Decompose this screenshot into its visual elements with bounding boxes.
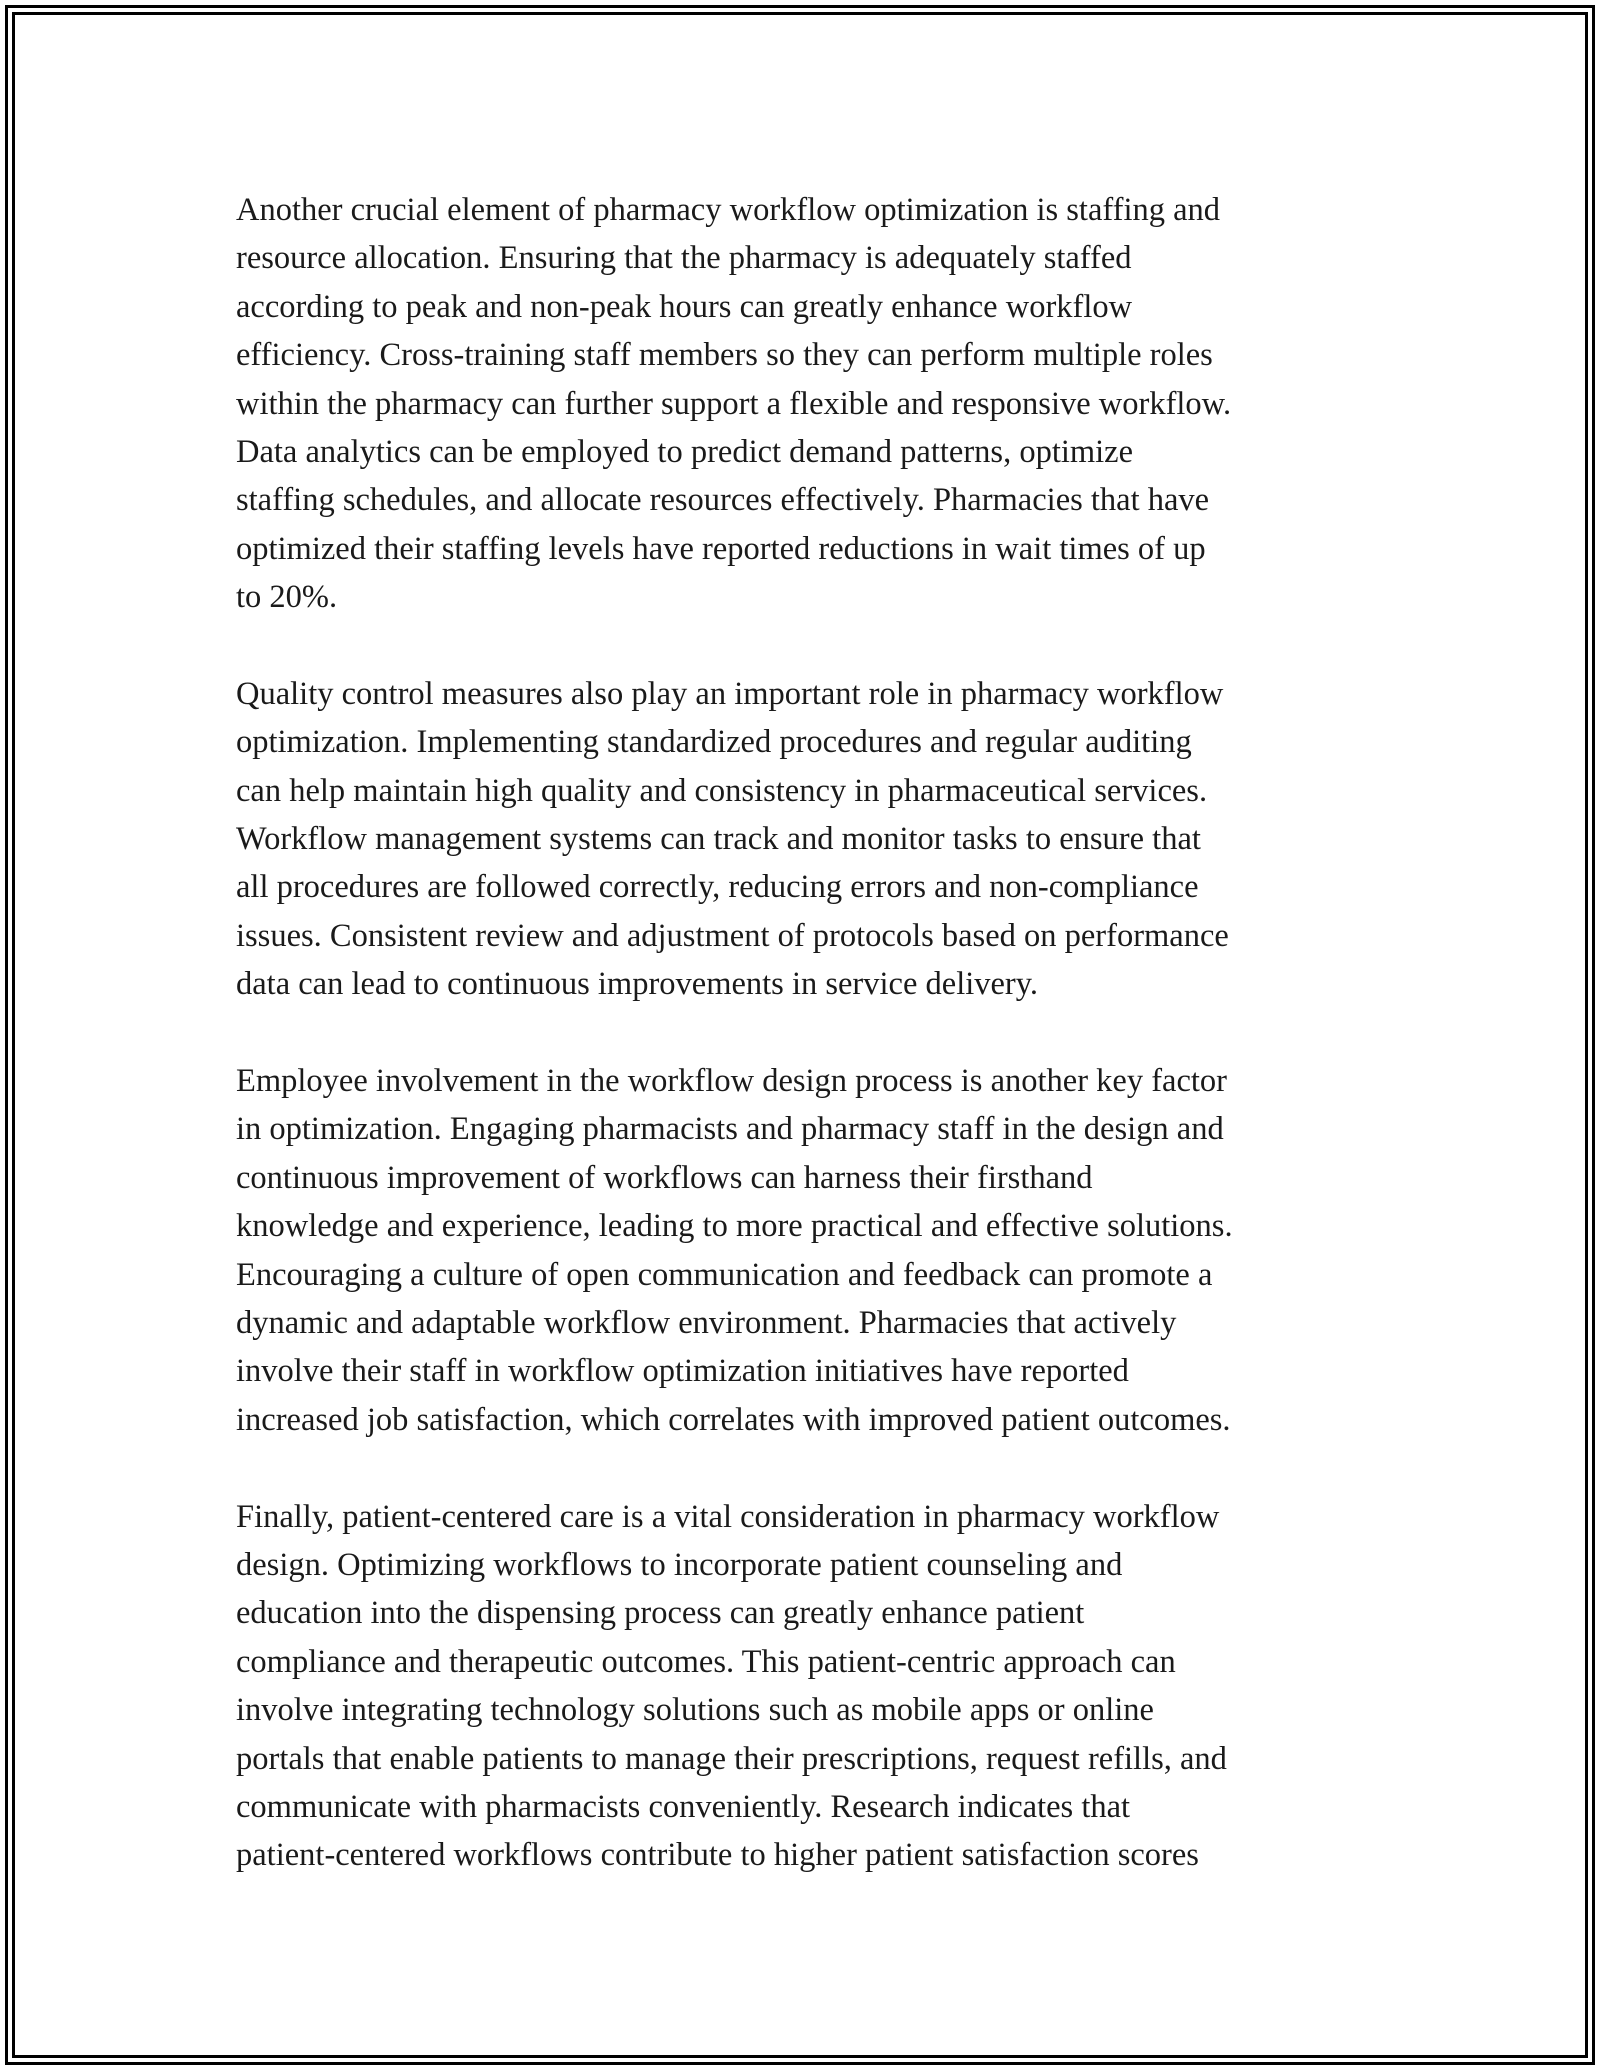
text-line: in optimization. Engaging pharmacists and pharmacy staff in the design and (236, 1111, 1224, 1148)
paragraph-employee-involvement (236, 1057, 1376, 1444)
text-line: Another crucial element of pharmacy workflow optimization is staffing and (236, 192, 1221, 228)
text-line: Finally, patient-centered care is a vital consideration in pharmacy workflow (236, 1498, 1220, 1535)
text-line: design. Optimizing workflows to incorporate patient counseling and (236, 1546, 1123, 1583)
text-line: Encouraging a culture of open communication and feedback can promote a (236, 1256, 1213, 1293)
text-line: data can lead to continuous improvements in service delivery. (236, 966, 1039, 1003)
text-line: according to peak and non-peak hours can greatly enhance workflow (236, 288, 1133, 325)
text-line: education into the dispensing process can greatly enhance patient (236, 1595, 1085, 1632)
text-line: Employee involvement in the workflow design process is another key factor (236, 1063, 1227, 1100)
text-line: to 20%. (236, 579, 338, 616)
text-line: optimization. Implementing standardized procedures and regular auditing (236, 724, 1192, 761)
text-line: portals that enable patients to manage their prescriptions, request refills, and (236, 1740, 1227, 1777)
document-body (236, 186, 1376, 1880)
text-line: continuous improvement of workflows can harness their firsthand (236, 1159, 1093, 1196)
paragraph-staffing (236, 186, 1376, 622)
text-line: can help maintain high quality and consistency in pharmaceutical services. (236, 772, 1208, 809)
text-line: issues. Consistent review and adjustment of protocols based on performance (236, 917, 1229, 954)
text-line: efficiency. Cross-training staff members so they can perform multiple roles (236, 337, 1213, 374)
text-line: Workflow management systems can track and monitor tasks to ensure that (236, 821, 1201, 858)
text-line: all procedures are followed correctly, reducing errors and non-compliance (236, 869, 1199, 906)
text-line: patient-centered workflows contribute to higher patient satisfaction scores (236, 1837, 1199, 1874)
paragraph-quality-control (236, 670, 1376, 1009)
text-line: Data analytics can be employed to predict demand patterns, optimize (236, 433, 1134, 470)
text-line: communicate with pharmacists conveniently. Research indicates that (236, 1788, 1131, 1825)
text-line: involve integrating technology solutions such as mobile apps or online (236, 1692, 1154, 1729)
text-line: staffing schedules, and allocate resources effectively. Pharmacies that have (236, 482, 1210, 519)
text-line: knowledge and experience, leading to more practical and effective solutions. (236, 1208, 1233, 1245)
text-line: resource allocation. Ensuring that the pharmacy is adequately staffed (236, 240, 1132, 277)
text-line: increased job satisfaction, which correlates with improved patient outcomes. (236, 1401, 1231, 1438)
paragraph-patient-centered-care (236, 1493, 1376, 1880)
text-line: compliance and therapeutic outcomes. This patient-centric approach can (236, 1643, 1176, 1680)
text-line: dynamic and adaptable workflow environment. Pharmacies that actively (236, 1304, 1177, 1341)
text-line: Quality control measures also play an important role in pharmacy workflow (236, 675, 1224, 712)
text-line: optimized their staffing levels have reported reductions in wait times of up (236, 530, 1206, 567)
text-line: within the pharmacy can further support a flexible and responsive workflow. (236, 385, 1232, 422)
text-line: involve their staff in workflow optimization initiatives have reported (236, 1353, 1129, 1390)
